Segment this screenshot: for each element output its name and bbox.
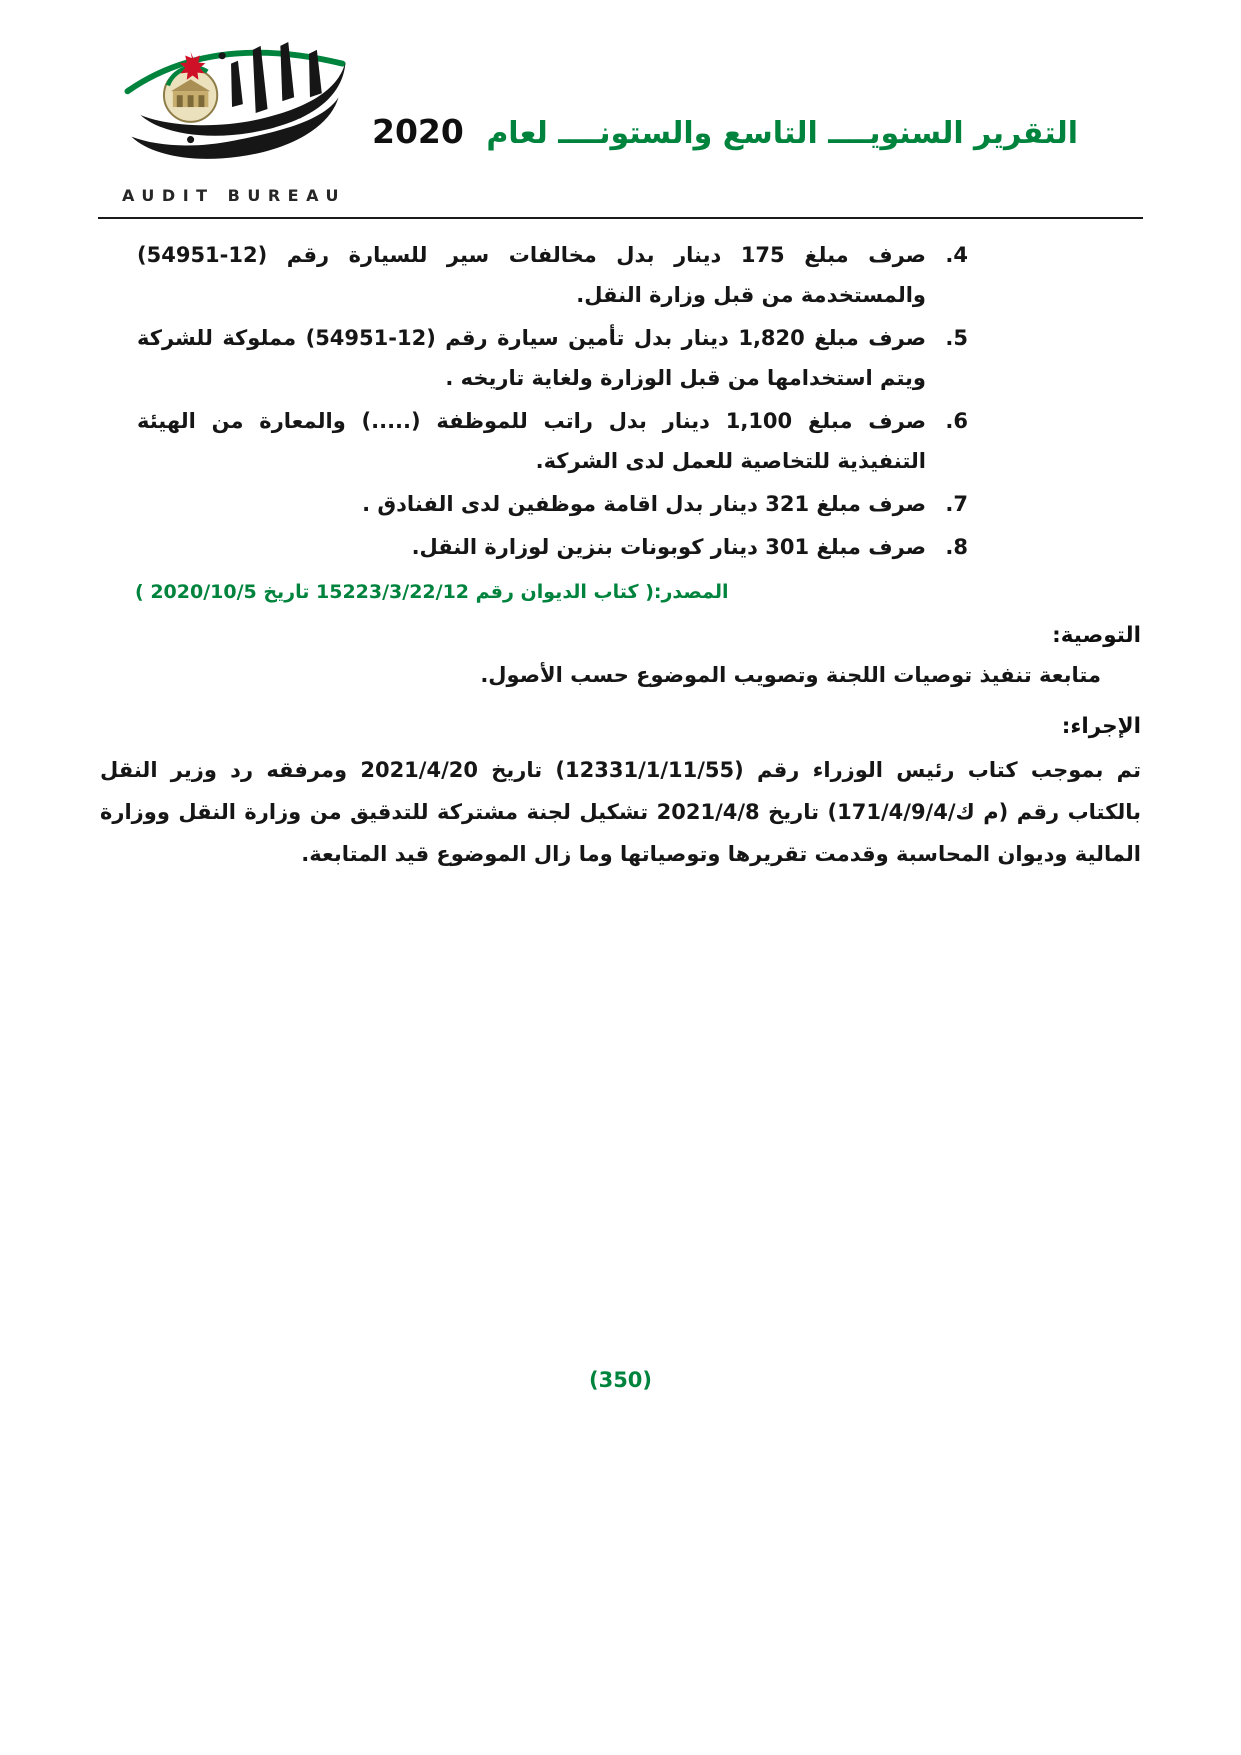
- finding-text: صرف مبلغ 1,100 دينار بدل راتب للموظفة (.....) والمعارة من الهيئة التنفيذية للتخاصية للعمل لدى الشركة.: [137, 409, 926, 473]
- finding-number: 8.: [945, 535, 968, 559]
- action-text: تم بموجب كتاب رئيس الوزراء رقم (12331/1/11/55) تاريخ 2021/4/20 ومرفقه رد وزير النقل بالكتاب رقم (م ك/171/4/9/4) تاريخ 2021/4/8 تشكيل لجنة مشتركة للتدقيق من وزارة النقل ووزارة المالية وديوان المحاسبة وقدمت تقريرها وتوصياتها وما زال الموضوع قيد المتابعة.: [100, 758, 1142, 866]
- recommendation-label: التوصية:: [1052, 623, 1141, 648]
- document-body: [0, 219, 1241, 875]
- finding-item: [137, 235, 968, 315]
- recommendation-text: متابعة تنفيذ توصيات اللجنة وتصويب الموضوع حسب الأصول.: [480, 663, 1101, 687]
- finding-item: [137, 401, 968, 481]
- finding-text: صرف مبلغ 1,820 دينار بدل تأمين سيارة رقم (12-54951) مملوكة للشركة ويتم استخدامها من قبل الوزارة ولغاية تاريخه .: [137, 326, 926, 390]
- report-title: [372, 112, 1078, 151]
- page-number: (350): [588, 1368, 653, 1392]
- finding-number: 6.: [945, 409, 968, 433]
- audit-bureau-logo: [100, 38, 368, 205]
- page-header: [0, 0, 1241, 205]
- finding-text: صرف مبلغ 175 دينار بدل مخالفات سير للسيارة رقم (12-54951) والمستخدمة من قبل وزارة النقل.: [137, 243, 926, 307]
- action-label: الإجراء:: [1061, 714, 1141, 739]
- finding-text: صرف مبلغ 321 دينار بدل اقامة موظفين لدى الفنادق .: [362, 492, 926, 516]
- report-title-text: التقرير السنويــــ التاسع والستونــــ لعام: [486, 116, 1079, 151]
- source-line: المصدر:( كتاب الديوان رقم 15223/3/22/12 تاريخ 2020/10/5 ): [135, 581, 729, 603]
- finding-number: 7.: [945, 492, 968, 516]
- finding-item: [137, 318, 968, 398]
- finding-text: صرف مبلغ 301 دينار كوبونات بنزين لوزارة النقل.: [411, 535, 926, 559]
- finding-number: 4.: [945, 243, 968, 267]
- audit-bureau-logo-art: [105, 38, 363, 184]
- report-year: 2020: [372, 112, 464, 151]
- findings-list: [137, 235, 968, 567]
- logo-caption: AUDIT BUREAU: [122, 186, 346, 205]
- logo-emblem-icon: [164, 52, 217, 122]
- finding-item: [137, 484, 968, 524]
- finding-number: 5.: [945, 326, 968, 350]
- finding-item: [137, 527, 968, 567]
